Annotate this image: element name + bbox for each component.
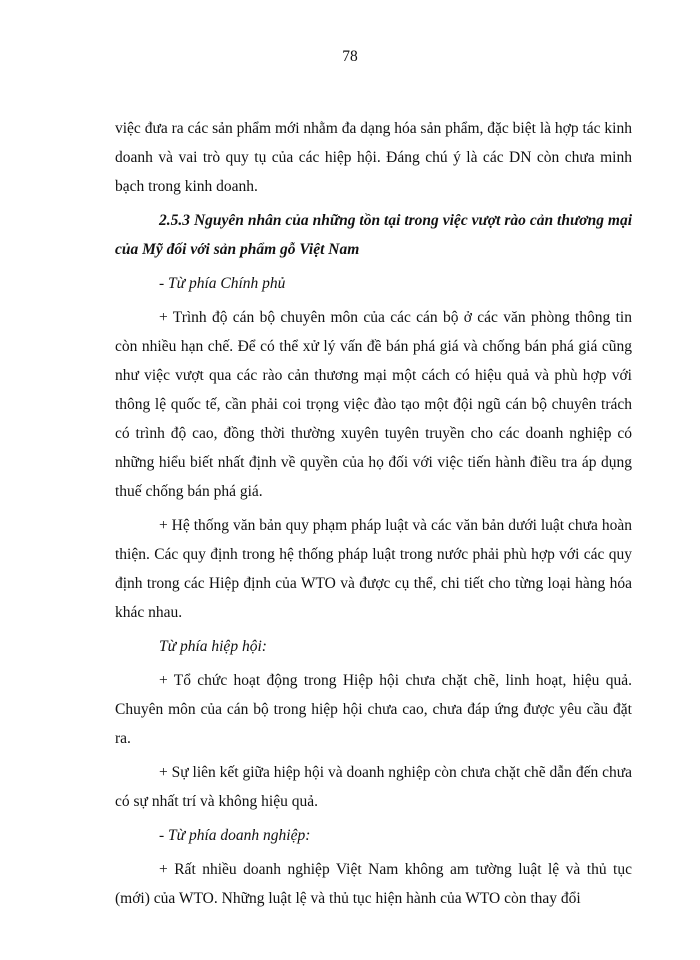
paragraph-government-1: + Trình độ cán bộ chuyên môn của các cán bộ ở các văn phòng thông tin còn nhiều hạn chế. Để có thể xử lý vấn đề bán phá giá và chống bán phá giá cũng như việc vượt qua các rào cản thương mại một cách có hiệu quả và phù hợp với thông lệ quốc tế, cần phải coi trọng việc đào tạo một đội ngũ cán bộ chuyên trách có trình độ cao, đồng thời thường xuyên tuyên truyền cho các doanh nghiệp có những hiểu biết nhất định về quyền của họ đối với việc tiến hành điều tra áp dụng thuế chống bán phá giá. [115,309,632,500]
label-association: Từ phía hiệp hội: [159,638,267,655]
page-body [115,114,632,913]
label-government: - Từ phía Chính phủ [159,275,286,292]
paragraph-enterprise-1: + Rất nhiều doanh nghiệp Việt Nam không am tường luật lệ và thủ tục (mới) của WTO. Những luật lệ và thủ tục hiện hành của WTO còn thay đổi [115,861,632,907]
paragraph-government-2: + Hệ thống văn bản quy phạm pháp luật và các văn bản dưới luật chưa hoàn thiện. Các quy định trong hệ thống pháp luật trong nước phải phù hợp với các quy định trong các Hiệp định của WTO và được cụ thể, chi tiết cho từng loại hàng hóa khác nhau. [115,517,632,621]
section-heading: 2.5.3 Nguyên nhân của những tồn tại trong việc vượt rào cản thương mại của Mỹ đối với sản phẩm gỗ Việt Nam [115,212,632,258]
paragraph-intro: việc đưa ra các sản phẩm mới nhằm đa dạng hóa sản phẩm, đặc biệt là hợp tác kinh doanh và vai trò quy tụ của các hiệp hội. Đáng chú ý là các DN còn chưa minh bạch trong kinh doanh. [115,120,632,195]
label-enterprise: - Từ phía doanh nghiệp: [159,827,311,844]
paragraph-association-1: + Tổ chức hoạt động trong Hiệp hội chưa chặt chẽ, linh hoạt, hiệu quả. Chuyên môn của cán bộ trong hiệp hội chưa cao, chưa đáp ứng được yêu cầu đặt ra. [115,672,632,747]
paragraph-association-2: + Sự liên kết giữa hiệp hội và doanh nghiệp còn chưa chặt chẽ dẫn đến chưa có sự nhất trí và không hiệu quả. [115,764,632,810]
page-number: 78 [342,48,358,65]
